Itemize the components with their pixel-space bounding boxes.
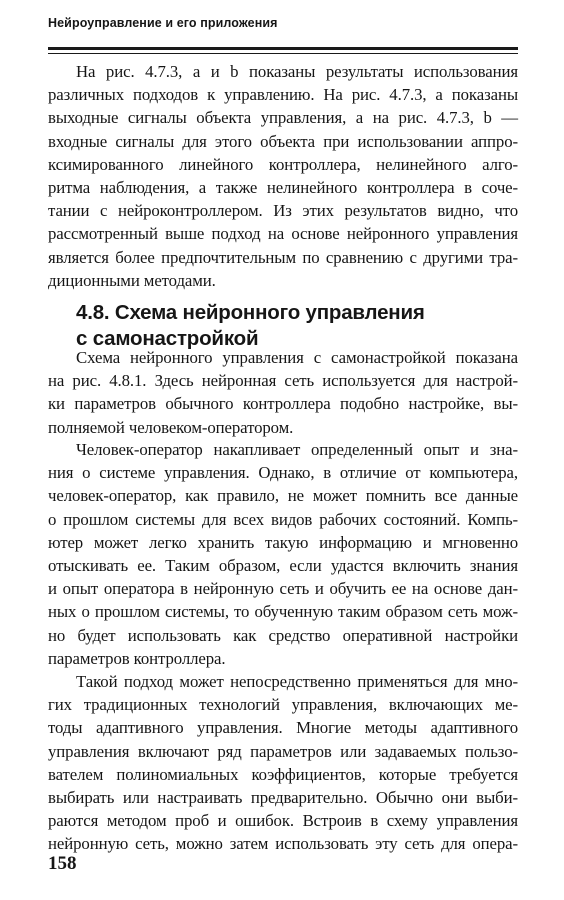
text-line: полняемой человеком-оператором. — [48, 417, 294, 437]
text-line: раются методом проб и ошибок. Встроив в схему управления — [48, 811, 518, 831]
text-line: нейронную сеть, можно затем использовать эту сеть для опера- — [48, 834, 518, 854]
text-line: ных о прошлом системы, то обученную таким образом сеть мож- — [48, 602, 518, 622]
page-number: 158 — [48, 853, 77, 874]
text-line: входные сигналы для этого объекта при использовании аппро- — [48, 131, 518, 151]
text-line: ютер может легко хранить такую информацию и мгновенно — [48, 532, 518, 552]
text-line: тоды адаптивного управления. Многие методы адаптивного — [48, 718, 518, 738]
text-line: является более предпочтительным по сравнению с другими тра- — [48, 247, 518, 267]
text-line: ксимированного линейного контроллера, нелинейного алго- — [48, 154, 518, 174]
text-line: но будет использовать как средство оперативной настройки — [48, 625, 518, 645]
text-line: Схема нейронного управления с самонастройкой показана — [76, 348, 518, 367]
text-line: Такой подход может непосредственно применяться для мно- — [76, 672, 518, 691]
text-line: ния о системе управления. Однако, в отличие от компьютера, — [48, 463, 518, 483]
text-line: выбирать или настраивать предварительно. Обычно они выби- — [48, 788, 518, 808]
text-line: человек-оператор, как правило, не может помнить все данные — [48, 486, 518, 506]
text-line: управления включают ряд параметров или задаваемых пользо- — [48, 741, 518, 761]
text-line: диционными методами. — [48, 270, 216, 290]
paragraph-3 — [48, 670, 518, 856]
text-line: отыскивать ее. Таким образом, если удастся включить знания — [48, 556, 518, 576]
text-line: На рис. 4.7.3, a и b показаны результаты использования — [76, 62, 518, 81]
text-line: гих традиционных технологий управления, включающих ме- — [48, 695, 518, 715]
text-line: тании с нейроконтроллером. Из этих результатов видно, что — [48, 201, 518, 221]
section-heading-line-2: с самонастройкой — [76, 327, 259, 350]
text-line: на рис. 4.8.1. Здесь нейронная сеть используется для настрой- — [48, 371, 518, 391]
text-line: о прошлом системы для всех видов рабочих состояний. Компь- — [48, 509, 518, 529]
text-line: рассмотренный выше подход на основе нейронного управления — [48, 224, 518, 244]
text-line: ки параметров обычного контроллера подобно настройке, вы- — [48, 394, 518, 414]
text-line: Человек-оператор накапливает определенный опыт и зна- — [76, 440, 518, 459]
paragraph-2 — [48, 438, 518, 670]
header-rule-thick — [48, 47, 518, 50]
text-line: параметров контроллера. — [48, 648, 226, 668]
paragraph-intro — [48, 60, 518, 292]
header-rule-thin — [48, 53, 518, 54]
text-line: выходные сигналы объекта управления, а на рис. 4.7.3, b — — [48, 108, 518, 128]
text-line: и опыт оператора в нейронную сеть и обучить ее на основе дан- — [48, 579, 518, 599]
text-line: вателем полиномиальных коэффициентов, которые требуется — [48, 764, 518, 784]
paragraph-1 — [48, 346, 518, 439]
text-line: различных подходов к управлению. На рис. 4.7.3, a показаны — [48, 85, 518, 105]
text-line: ритма наблюдения, а также нелинейного контроллера в соче- — [48, 178, 518, 198]
section-heading-line-1: 4.8. Схема нейронного управления — [76, 301, 425, 324]
running-header: Нейроуправление и его приложения — [48, 16, 278, 30]
section-heading — [76, 300, 516, 352]
